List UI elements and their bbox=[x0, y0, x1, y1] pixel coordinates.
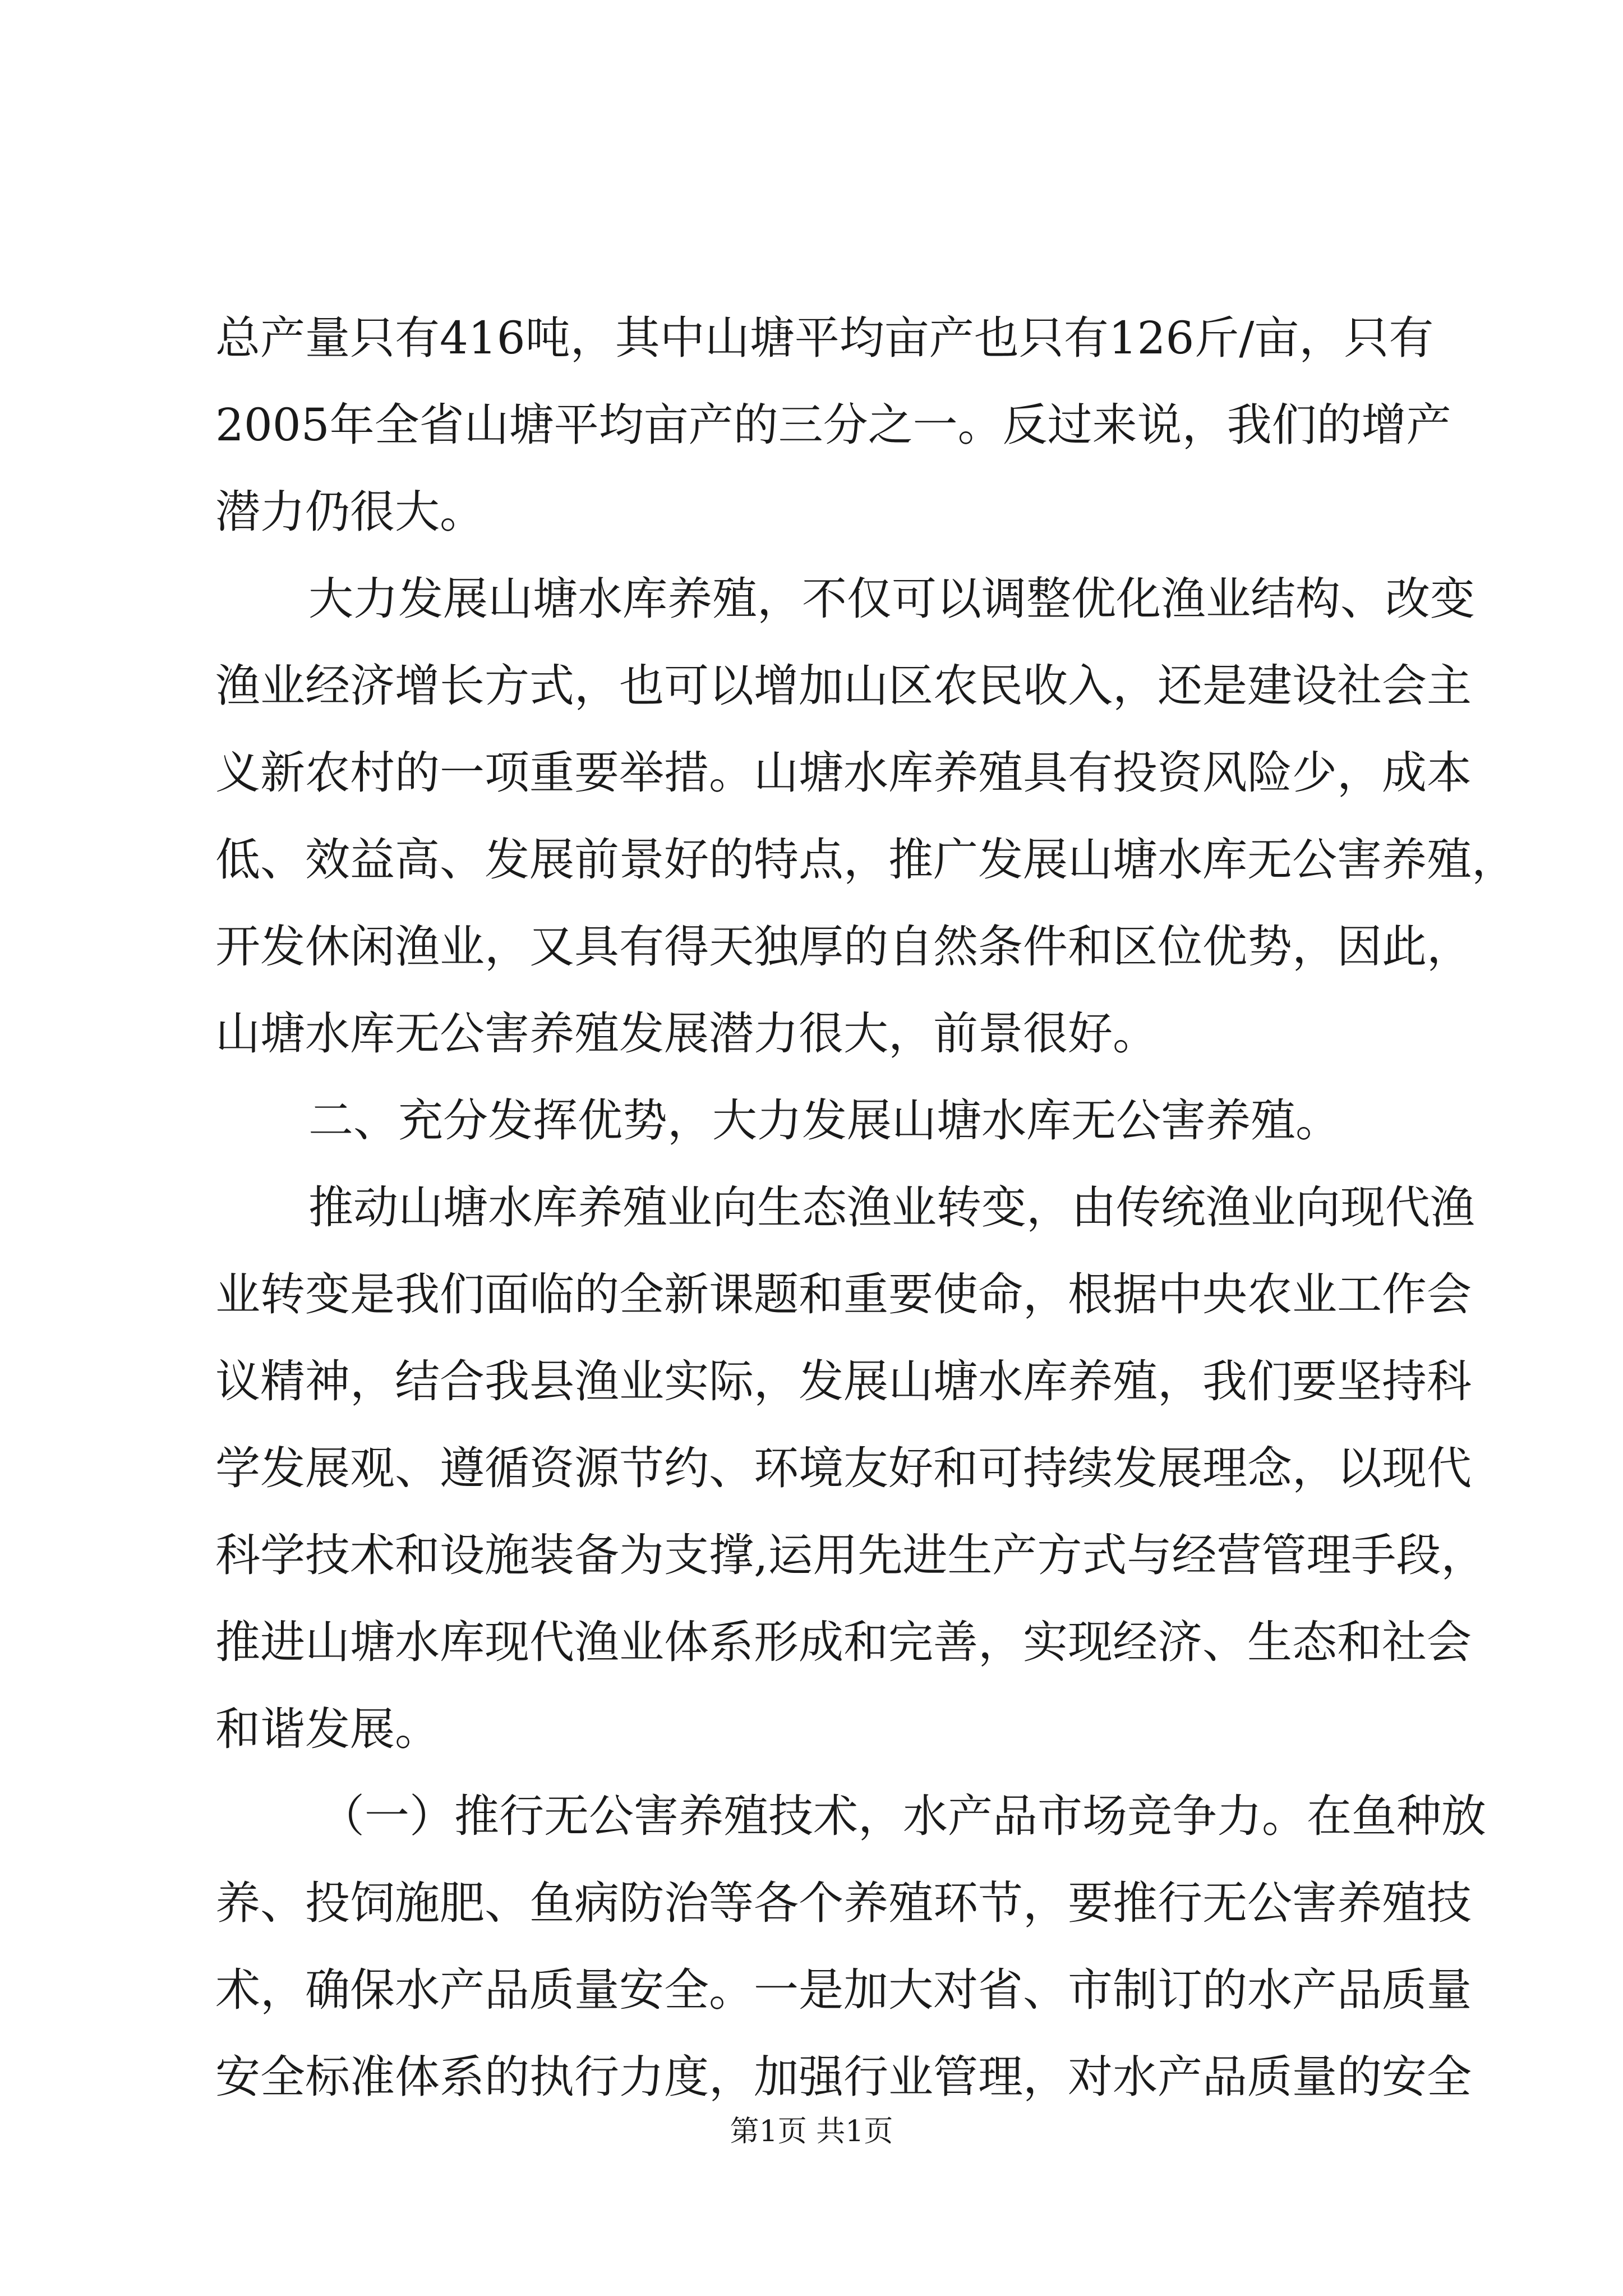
text-line: 学发展观、遵循资源节约、环境友好和可持续发展理念，以现代 bbox=[215, 1442, 1472, 1494]
text-line: 安全标准体系的执行力度，加强行业管理，对水产品质量的安全 bbox=[215, 2051, 1472, 2103]
text-line: 义新农村的一项重要举措。山塘水库养殖具有投资风险少，成本 bbox=[215, 747, 1472, 799]
text-line: 山塘水库无公害养殖发展潜力很大，前景很好。 bbox=[215, 1007, 1158, 1060]
section-heading bbox=[215, 1077, 1421, 1164]
text-line: 和谐发展。 bbox=[215, 1703, 440, 1755]
text-line: 术，确保水产品质量安全。一是加大对省、市制订的水产品质量 bbox=[215, 1964, 1472, 2016]
page-footer bbox=[0, 2115, 1623, 2148]
text-line: 开发休闲渔业，又具有得天独厚的自然条件和区位优势，因此， bbox=[215, 921, 1472, 973]
document-body bbox=[215, 295, 1516, 2120]
text-line: （一）推行无公害养殖技术，水产品市场竞争力。在鱼种放 bbox=[320, 1790, 1486, 1842]
page-number-label: 第1页 共1页 bbox=[730, 2115, 893, 2148]
text-line: 二、充分发挥优势，大力发展山塘水库无公害养殖。 bbox=[308, 1094, 1340, 1147]
text-line: 推进山塘水库现代渔业体系形成和完善，实现经济、生态和社会 bbox=[215, 1616, 1472, 1668]
text-line: 潜力仍很大。 bbox=[215, 486, 485, 538]
paragraph bbox=[215, 295, 1451, 555]
text-line: 低、效益高、发展前景好的特点，推广发展山塘水库无公害养殖， bbox=[215, 834, 1516, 886]
text-line: 大力发展山塘水库养殖，不仅可以调整优化渔业结构、改变 bbox=[308, 573, 1475, 625]
text-line: 渔业经济增长方式，也可以增加山区农民收入，还是建设社会主 bbox=[215, 660, 1472, 712]
text-line: 科学技术和设施装备为支撑,运用先进生产方式与经营管理手段， bbox=[215, 1529, 1486, 1581]
paragraph bbox=[215, 1164, 1486, 1773]
text-line: 总产量只有416吨，其中山塘平均亩产也只有126斤/亩，只有 bbox=[215, 312, 1434, 364]
paragraph bbox=[215, 555, 1516, 1077]
text-line: 养、投饲施肥、鱼病防治等各个养殖环节，要推行无公害养殖技 bbox=[215, 1877, 1472, 1929]
text-line: 2005年全省山塘平均亩产的三分之一。反过来说，我们的增产 bbox=[215, 399, 1451, 451]
text-line: 业转变是我们面临的全新课题和重要使命，根据中央农业工作会 bbox=[215, 1268, 1472, 1320]
text-line: 议精神，结合我县渔业实际，发展山塘水库养殖，我们要坚持科 bbox=[215, 1355, 1472, 1407]
text-line: 推动山塘水库养殖业向生态渔业转变，由传统渔业向现代渔 bbox=[308, 1181, 1475, 1234]
paragraph bbox=[215, 1773, 1486, 2120]
